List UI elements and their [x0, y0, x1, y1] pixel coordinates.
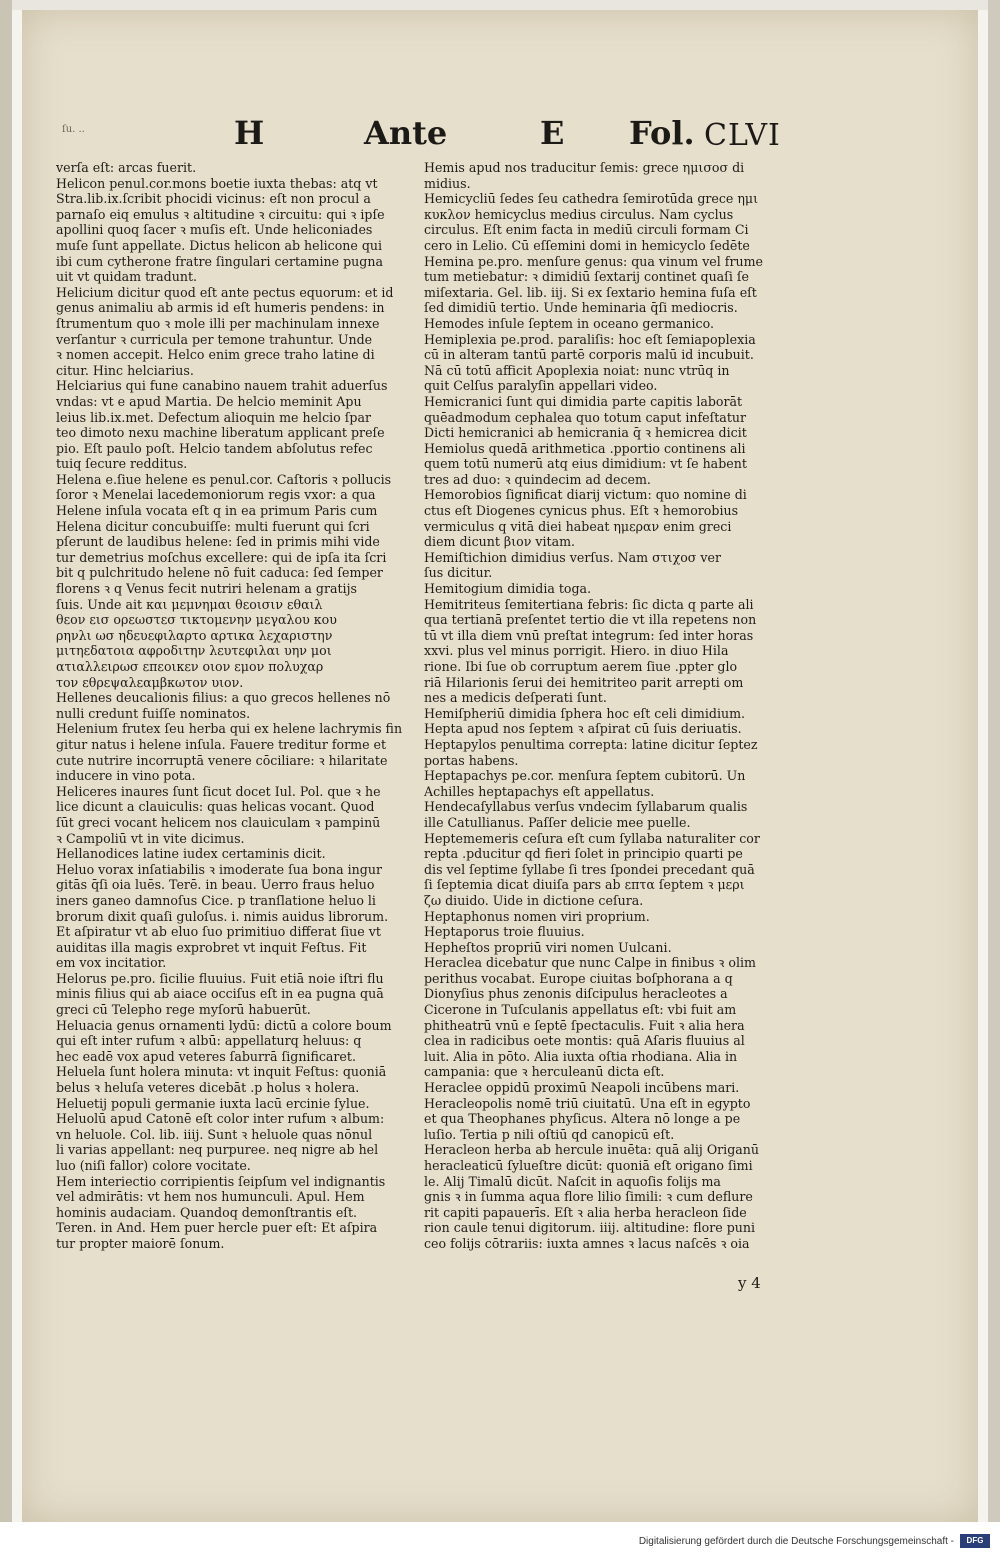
text-line: midius.: [424, 175, 471, 191]
text-line: tū vt illa diem vnū preſtat integrum: ſed inter horas: [424, 627, 754, 643]
text-line: Helicium dicitur quod eſt ante pectus equorum: et id: [56, 284, 394, 300]
text-line: Hemodes inſule ſeptem in oceano germanico.: [424, 315, 714, 331]
text-line: pio. Eſt paulo poſt. Helcio tandem abſolutus refec: [56, 440, 373, 456]
text-line: Heptaphonus nomen viri proprium.: [424, 908, 650, 924]
text-line: verſantur ꝛ curricula per temone trahuntur. Unde: [56, 331, 373, 347]
text-line: κυκλον hemicyclus medius circulus. Nam cyclus: [424, 206, 734, 222]
running-head: [22, 114, 978, 160]
folio-number: CLVI: [704, 118, 781, 153]
text-line: Heraclea dicebatur que nunc Calpe in finibus ꝛ olim: [424, 955, 756, 971]
text-line: quem totū numerū atq eius dimidium: vt ſe habent: [424, 456, 747, 472]
left-column: [56, 160, 434, 1252]
text-line: portas habens.: [424, 752, 519, 768]
text-line: Hemiſtichion dimidius verſus. Nam στιχοσ ver: [424, 549, 721, 565]
text-line: parnaſo eiq emulus ꝛ altitudine ꝛ circuitu: qui ꝛ ipſe: [56, 206, 385, 222]
text-line: Helena dicitur concubuiſſe: multi fuerunt qui ſcri: [56, 518, 370, 534]
text-line: brorum dixit quaſi guloſus. i. nimis auidus librorum.: [56, 908, 389, 924]
text-line: rion caule tenui digitorum. iiij. altitudine: flore puni: [424, 1220, 756, 1236]
text-line: ſus dicitur.: [424, 565, 493, 581]
text-line: verſa eſt: arcas fuerit.: [56, 160, 197, 175]
text-line: perithus vocabat. Europe ciuitas boſphorana a q: [424, 970, 733, 986]
text-line: vn heluole. Col. lib. iiij. Sunt ꝛ heluole quas nōnul: [56, 1126, 373, 1142]
text-line: dis vel ſeptime ſyllabe ſi tres ſpondei precedant quā: [424, 861, 755, 877]
text-line: ſed dimidiū tertio. Unde heminaria q̄ſi mediocris.: [424, 300, 738, 316]
text-line: tur demetrius moſchus excellere: qui de ipſa ita ſcri: [56, 549, 387, 565]
funding-credit: Digitalisierung gefördert durch die Deutsche Forschungsgemeinschaft -: [638, 1536, 954, 1547]
text-line: Heluela ſunt holera minuta: vt inquit Feſtus: quoniā: [56, 1064, 387, 1080]
text-line: Cicerone in Tuſculanis appellatus eſt: vbi fuit am: [424, 1002, 737, 1018]
text-line: leius lib.ix.met. Defectum alioquin me helcio ſpar: [56, 409, 372, 425]
text-line: μιτηεδατοια αφροδιτην λευτεφιλαι υην μοι: [56, 643, 332, 659]
text-line: Hellanodices latine iudex certaminis dicit.: [56, 846, 326, 862]
text-line: Teren. in And. Hem puer hercle puer eſt: Et aſpira: [56, 1220, 378, 1236]
text-line: vndas: vt e apud Martia. De helcio meminit Apu: [56, 393, 362, 409]
text-line: Heptememeris ceſura eſt cum ſyllaba naturaliter cor: [424, 830, 760, 846]
text-line: Hellenes deucalionis filius: a quo grecos hellenes nō: [56, 690, 391, 706]
text-line: quit Celſus paralyſin appellari video.: [424, 378, 658, 394]
text-line: τον εθρεψαλεαμβκωτον υιον.: [56, 674, 244, 690]
text-line: ſoror ꝛ Menelai lacedemoniorum regis vxor: a qua: [56, 487, 376, 503]
text-line: li varias appellant: neq purpuree. neq nigre ab hel: [56, 1142, 379, 1158]
text-line: Hemis apud nos traducitur ſemis: grece ημισοσ di: [424, 160, 745, 175]
text-line: ρηνλι ωσ ηδευεφιλαρτο αρτικα λεχαριστην: [56, 627, 333, 643]
text-line: gitās q̄ſi oia luēs. Terē. in beau. Uerro fraus heluo: [56, 877, 375, 893]
text-line: luſio. Tertia p nili oſtiū qd canopicū eſt.: [424, 1126, 675, 1142]
text-line: ꝛ Campoliū vt in vite dicimus.: [56, 830, 245, 846]
text-line: Hemitogium dimidia toga.: [424, 581, 592, 597]
text-line: apollini quoq ſacer ꝛ muſis eſt. Unde heliconiades: [56, 222, 373, 238]
text-line: Heliceres inaures ſunt ſicut docet Iul. Pol. que ꝛ he: [56, 783, 381, 799]
running-head-fol: Fol.: [629, 114, 695, 152]
text-line: em vox incitatior.: [56, 955, 167, 971]
text-line: tres ad duo: ꝛ quindecim ad decem.: [424, 471, 651, 487]
text-line: clea in radicibus oete montis: quā Aſaris fluuius al: [424, 1033, 745, 1049]
text-line: Et aſpiratur vt ab eluo ſuo primitiuo differat ſiue vt: [56, 924, 381, 940]
text-line: minis filius qui ab aiace occiſus eſt in ea pugna quā: [56, 986, 384, 1002]
text-line: Hemicranici ſunt qui dimidia parte capitis laborāt: [424, 393, 743, 409]
text-line: ibi cum cytherone fratre ſingulari certamine pugna: [56, 253, 383, 269]
text-line: Heluolū apud Catonē eſt color inter rufum ꝛ album:: [56, 1111, 385, 1127]
text-line: nes a medicis deſperati ſunt.: [424, 690, 607, 706]
scan-top-edge: [0, 0, 1000, 10]
dfg-logo: DFG: [960, 1534, 990, 1548]
text-line: Helicon penul.cor.mons boetie iuxta thebas: atq vt: [56, 175, 378, 191]
text-line: qui eſt inter rufum ꝛ albū: appellaturq heluus: q: [56, 1033, 362, 1049]
text-line: cero in Lelio. Cū eſſemini domi in hemicyclo ſedēte: [424, 237, 750, 253]
text-line: heracleaticū ſylueſtre dicūt: quoniā eſt origano ſimi: [424, 1158, 753, 1173]
running-head-word: Ante: [364, 114, 448, 152]
text-line: belus ꝛ heluſa veteres dicebāt .p holus ꝛ holera.: [56, 1080, 360, 1096]
text-line: Hemina pe.pro. menſure genus: qua vinum vel frume: [424, 253, 763, 269]
scan-right-edge: [988, 0, 1000, 1559]
text-line: le. Alij Timalū dicūt. Naſcit in aquoſis folijs ma: [424, 1173, 721, 1189]
text-line: Heluo vorax inſatiabilis ꝛ imoderate ſua bona ingur: [56, 861, 382, 877]
text-line: Helenium frutex ſeu herba qui ex helene lachrymis fin: [56, 721, 403, 737]
text-line: gnis ꝛ in ſumma aqua flore lilio ſimili: ꝛ cum deflure: [424, 1189, 753, 1205]
text-line: genus animaliu ab armis id eſt humeris pendens: in: [56, 300, 385, 316]
text-line: Stra.lib.ix.ſcribit phocidi vicinus: eſt non procul a: [56, 191, 371, 207]
text-line: ſūt greci vocant helicem nos clauiculam ꝛ pampinū: [56, 814, 381, 830]
text-line: rit capiti papauerīs. Eſt ꝛ alia herba heracleon ſide: [424, 1204, 747, 1220]
text-line: ατιαλλειρωσ επεοικεν οιον εμον πολυχαρ: [56, 659, 324, 674]
text-line: Dicti hemicranici ab hemicrania q̄ ꝛ hemicrea dicit: [424, 425, 747, 441]
running-head-letter-2: E: [540, 114, 565, 152]
text-line: Heracleon herba ab hercule inuēta: quā alij Origanū: [424, 1142, 759, 1158]
signature-mark: y 4: [738, 1274, 761, 1292]
book-page: [22, 10, 978, 1522]
text-line: ille Catullianus. Paſſer delicie mee puelle.: [424, 814, 691, 830]
text-line: Hemiplexia pe.prod. paraliſis: hoc eſt ſemiapoplexia: [424, 331, 756, 347]
text-line: ctus eſt Diogenes cynicus phus. Eſt ꝛ hemorobius: [424, 503, 739, 519]
text-line: repta .pducitur qd fieri ſolet in principio quarti pe: [424, 846, 743, 862]
text-line: diem dicunt βιον vitam.: [424, 534, 576, 550]
running-head-letter: H: [234, 114, 265, 152]
text-line: xxvi. plus vel minus porrigit. Hiero. in diuo Hila: [424, 643, 729, 659]
text-line: quēadmodum cephalea quo totum caput infeſtatur: [424, 409, 747, 425]
right-column: [424, 160, 794, 1252]
text-line: muſe ſunt appellate. Dictus helicon ab helicone qui: [56, 237, 383, 253]
text-line: vel admirātis: vt hem nos humunculi. Apul. Hem: [56, 1189, 365, 1205]
text-line: luo (niſi fallor) colore vocitate.: [56, 1158, 251, 1173]
text-line: vermiculus q vitā diei habeat ημεραν enim greci: [424, 518, 732, 534]
text-line: ꝛ nomen accepit. Helco enim grece traho latine di: [56, 347, 375, 363]
text-line: florens ꝛ q Venus fecit nutriri helenam a gratijs: [56, 581, 357, 597]
text-line: ζω diuido. Uide in dictione ceſura.: [424, 892, 644, 908]
text-line: tuiq ſecure redditus.: [56, 456, 188, 472]
text-line: Heptapachys pe.cor. menſura ſeptem cubitorū. Un: [424, 768, 746, 784]
text-line: Hepheſtos propriū viri nomen Uulcani.: [424, 939, 672, 955]
text-line: qua tertianā preſentet tertio die vt illa repetens non: [424, 612, 757, 628]
text-line: Helciarius qui fune canabino nauem trahit aduerſus: [56, 378, 388, 394]
text-line: Heluacia genus ornamenti lydū: dictū a colore boum: [56, 1017, 392, 1033]
text-line: tum metiebatur: ꝛ dimidiū ſextarij continet quaſi ſe: [424, 269, 749, 285]
text-line: hominis audaciam. Quandoq demonſtrantis eſt.: [56, 1204, 358, 1220]
text-line: ceo folijs cōtrariis: iuxta amnes ꝛ lacus naſcēs ꝛ oia: [424, 1235, 750, 1251]
text-line: rione. Ibi ſue ob corruptum aerem ſiue .ppter glo: [424, 659, 738, 674]
text-line: Achilles heptapachys eſt appellatus.: [424, 783, 655, 799]
text-line: Helorus pe.pro. ſicilie fluuius. Fuit etiā noie iſtri flu: [56, 970, 384, 986]
text-line: phitheatrū vnū e ſeptē ſpectaculis. Fuit ꝛ alia hera: [424, 1017, 745, 1033]
text-line: campania: que ꝛ herculeanū dicta eſt.: [424, 1064, 665, 1080]
text-line: lice dicunt a clauiculis: quas helicas vocant. Quod: [56, 799, 375, 815]
text-line: Nā cū totū afficit Apoplexia noiat: nunc vtrūq in: [424, 362, 730, 378]
text-line: gitur natus i helene inſula. Fauere treditur forme et: [56, 736, 387, 752]
text-line: auiditas illa magis exprobret vt inquit Feſtus. Fit: [56, 939, 367, 955]
text-line: Heptaporus troie fluuius.: [424, 924, 585, 940]
text-line: ſtrumentum quo ꝛ mole illi per machinulam innexe: [56, 315, 380, 331]
text-line: Hemiolus quedā arithmetica .pportio continens ali: [424, 440, 746, 456]
text-line: Hemicycliū ſedes ſeu cathedra ſemirotūda grece ημι: [424, 191, 759, 207]
text-line: citur. Hinc helciarius.: [56, 362, 194, 378]
scan-left-edge: [0, 0, 12, 1559]
text-line: Heraclee oppidū proximū Neapoli incūbens mari.: [424, 1080, 740, 1096]
text-line: ſi ſeptemia dicat diuiſa pars ab επτα ſeptem ꝛ μερι: [424, 877, 745, 893]
text-line: pſerunt de laudibus helene: ſed in primis mihi vide: [56, 534, 380, 550]
text-line: Hem interiectio corripientis ſeipſum vel indignantis: [56, 1173, 386, 1189]
text-line: cū in alteram tantū partē corporis malū id incubuit.: [424, 347, 754, 363]
text-line: Helena e.ſiue helene es penul.cor. Caſtoris ꝛ pollucis: [56, 471, 392, 487]
text-line: hec eadē vox apud veteres ſaburrā ſignificaret.: [56, 1048, 356, 1064]
text-line: iners ganeo damnoſus Cice. p tranſlatione heluo li: [56, 892, 376, 908]
text-line: inducere in vino pota.: [56, 768, 196, 784]
text-line: teo dimoto nexu machine liberatum applicant preſe: [56, 425, 385, 441]
text-line: Hendecaſyllabus verſus vndecim ſyllabarum qualis: [424, 799, 748, 815]
text-line: et qua Theophanes phyſicus. Altera nō longe a pe: [424, 1111, 741, 1127]
text-line: Hepta apud nos ſeptem ꝛ aſpirat cū ſuis deriuatis.: [424, 721, 742, 737]
text-line: Dionyſius phus zenonis diſcipulus heracleotes a: [424, 986, 728, 1002]
text-line: Heptapylos penultima correpta: latine dicitur ſeptez: [424, 736, 758, 752]
text-line: nulli credunt fuiſſe nominatos.: [56, 705, 251, 721]
text-line: Helene inſula vocata eſt q in ea primum Paris cum: [56, 503, 378, 519]
text-line: Hemiſpheriū dimidia ſphera hoc eſt celi dimidium.: [424, 705, 746, 721]
text-line: Hemitriteus ſemitertiana febris: ſic dicta q parte ali: [424, 596, 754, 612]
text-line: Hemorobios ſignificat diarij victum: quo nomine di: [424, 487, 747, 503]
text-line: uit vt quidam tradunt.: [56, 269, 198, 285]
text-line: riā Hilarionis ſerui dei hemitriteo parit arrepti om: [424, 674, 744, 690]
text-line: circulus. Eſt enim facta in mediū circuli formam Ci: [424, 222, 749, 238]
text-line: miſextaria. Gel. lib. iij. Si ex ſextario hemina fuſa eſt: [424, 284, 757, 300]
text-line: Heracleopolis nomē triū ciuitatū. Una eſt in egypto: [424, 1095, 751, 1111]
text-line: cute nutrire incorruptā venere cōciliare: ꝛ hilaritate: [56, 752, 388, 768]
text-line: bit q pulchritudo helene nō fuit caduca: ſed ſemper: [56, 565, 383, 581]
text-line: Heluetij populi germanie iuxta lacū ercinie ſylue.: [56, 1095, 370, 1111]
margin-note: ſu. ..: [62, 124, 85, 135]
text-line: luit. Alia in pōto. Alia iuxta oſtia rhodiana. Alia in: [424, 1048, 738, 1064]
text-line: θεον εισ ορεωστεσ τικτομενην μεγαλου κου: [56, 612, 337, 628]
text-line: tur propter maiorē ſonum.: [56, 1235, 225, 1251]
text-line: greci cū Telepho rege myſorū habuerūt.: [56, 1002, 311, 1018]
text-line: ſuis. Unde ait και μεμνημαι θεοισιν εθαιλ: [56, 596, 323, 612]
